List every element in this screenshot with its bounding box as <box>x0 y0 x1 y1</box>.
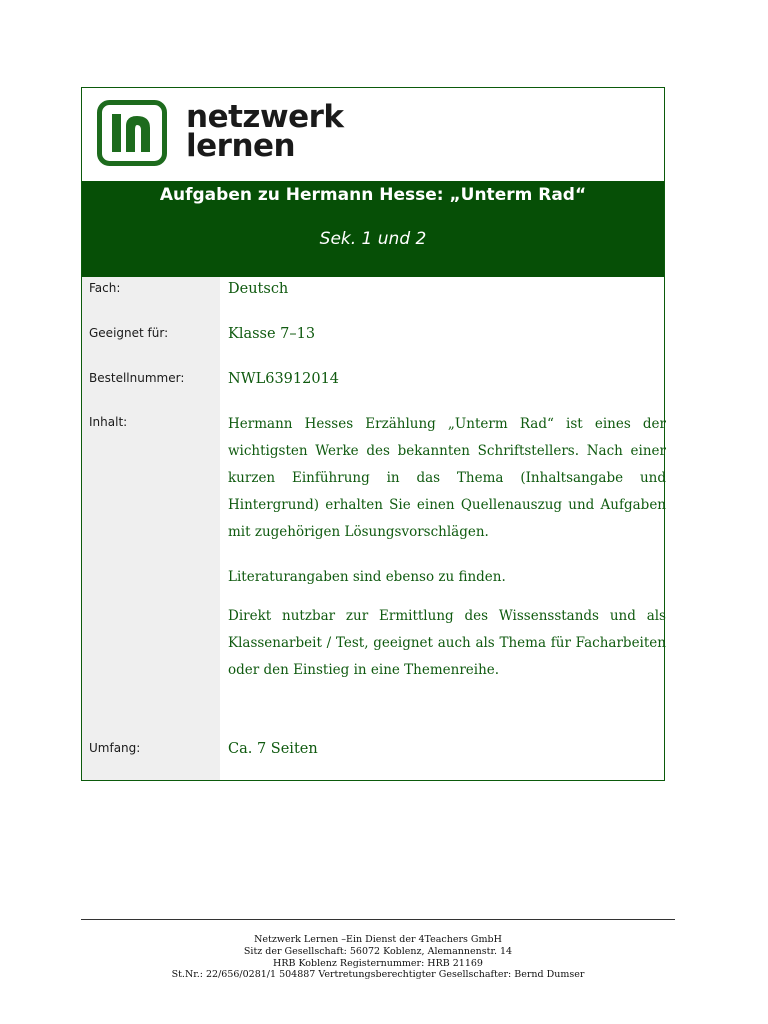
inhalt-paragraph-3: Direkt nutzbar zur Ermittlung des Wissensstands und als Klassenarbeit / Test, geeignet auch als Thema für Facharbeiten oder den Einstieg in eine Themenreihe. <box>228 608 666 678</box>
netzwerk-lernen-logo-icon <box>97 100 167 166</box>
brand-line-1: netzwerk <box>186 99 344 135</box>
document-title: Aufgaben zu Hermann Hesse: „Unterm Rad“ <box>159 185 587 205</box>
inhalt-label: Inhalt: <box>89 415 128 429</box>
title-banner <box>82 181 664 277</box>
footer-line-1: Netzwerk Lernen –Ein Dienst der 4Teachers GmbH <box>254 934 502 945</box>
footer-line-4: St.Nr.: 22/656/0281/1 504887 Vertretungsberechtigter Gesellschafter: Bernd Dumser <box>171 969 585 980</box>
geeignet-label: Geeignet für: <box>89 326 169 340</box>
geeignet-value: Klasse 7–13 <box>228 326 316 342</box>
brand-line-2: lernen <box>186 128 296 164</box>
brand-wordmark <box>186 99 344 164</box>
umfang-value: Ca. 7 Seiten <box>228 741 318 757</box>
bestellnummer-label: Bestellnummer: <box>89 371 185 385</box>
product-info-card <box>81 87 665 781</box>
bestellnummer-value: NWL63912014 <box>228 371 340 387</box>
document-subtitle: Sek. 1 und 2 <box>319 229 427 249</box>
fach-value: Deutsch <box>228 281 289 297</box>
inhalt-paragraph-1: Hermann Hesses Erzählung „Unterm Rad“ ist eines der wichtigsten Werke des bekannten Schriftstellers. Nach einer kurzen Einführung in das Thema (Inhaltsangabe und Hintergrund) erhalten Sie einen Quellenauszug und Aufgaben mit zugehörigen Lösungsvorschlägen. <box>228 416 666 540</box>
fach-label: Fach: <box>89 281 121 295</box>
footer-divider <box>81 919 675 920</box>
logo-area <box>82 88 664 180</box>
label-column <box>82 277 220 780</box>
umfang-label: Umfang: <box>89 741 141 755</box>
footer-line-2: Sitz der Gesellschaft: 56072 Koblenz, Alemannenstr. 14 <box>243 946 513 957</box>
footer-line-3: HRB Koblenz Registernummer: HRB 21169 <box>273 958 483 969</box>
inhalt-paragraph-2: Literaturangaben sind ebenso zu finden. <box>228 569 506 585</box>
